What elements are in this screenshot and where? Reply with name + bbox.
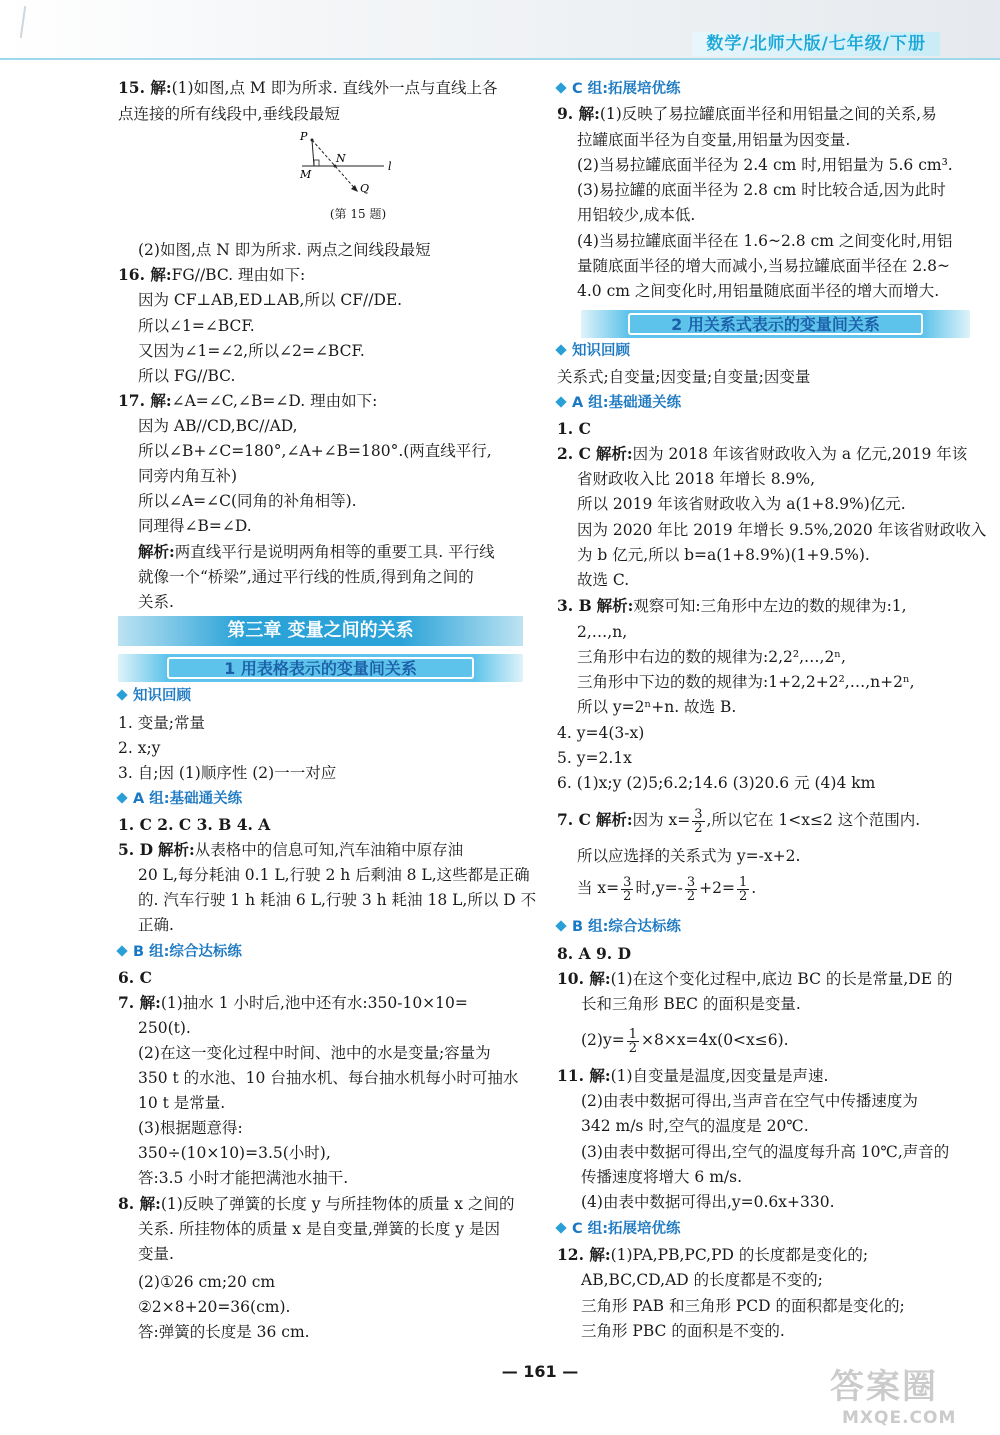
section-review-label: 知识回顾	[133, 688, 191, 704]
a2-text: 因为 2018 年该省财政收入为 a 亿元,2019 年该	[632, 445, 968, 463]
a7-text-a: 因为 x=	[632, 811, 691, 829]
a2-line6: 故选 C.	[577, 571, 630, 589]
q17-line6: 同理得∠B=∠D.	[138, 517, 252, 535]
q16-line1	[118, 265, 305, 285]
b11-line2: (2)由表中数据可得出,当声音在空气中传播速度为	[581, 1092, 918, 1110]
a5-right: 5. y=2.1x	[557, 749, 632, 767]
b11-line5: 传播速度将增大 6 m/s.	[581, 1168, 743, 1186]
fraction-3-2	[685, 876, 697, 903]
section-review-label: 知识回顾	[572, 343, 630, 359]
a7-line3	[577, 874, 756, 903]
a3-line1	[557, 596, 907, 616]
c12-line4: 三角形 PBC 的面积是不变的.	[581, 1322, 785, 1340]
section-c-label: C 组:拓展培优练	[572, 1221, 681, 1237]
book-title: 数学/北师大版/七年级/下册	[692, 32, 940, 56]
a2-label: 2. C	[557, 444, 591, 463]
b8-line6: 答:弹簧的长度是 36 cm.	[138, 1323, 310, 1341]
a5-text: 从表格中的信息可知,汽车油箱中原存油	[194, 841, 464, 859]
review-3: 3. 自;因 (1)顺序性 (2)一一对应	[118, 764, 337, 782]
a5-line3: 的. 汽车行驶 1 h 耗油 6 L,行驶 3 h 耗油 18 L,所以 D 不	[138, 891, 537, 909]
b10-formula-b: ×8×x=4x(0<x≤6).	[640, 1031, 789, 1049]
b7-line2: 250(t).	[138, 1019, 191, 1037]
q17-line3: 所以∠B+∠C=180°,∠A+∠B=180°.(两直线平行,	[138, 442, 492, 460]
c9-text: (1)反映了易拉罐底面半径和用铝量之间的关系,易	[599, 105, 937, 123]
diamond-icon	[116, 689, 127, 700]
c9-line4: (3)易拉罐的底面半径为 2.8 cm 时比较合适,因为此时	[577, 181, 946, 199]
a5-line1	[118, 840, 463, 860]
section-a-label: A 组:基础通关练	[133, 791, 243, 807]
b7-line3: (2)在这一变化过程中时间、池中的水是变量;容量为	[138, 1044, 491, 1062]
a7-text-b: ,所以它在 1<x≤2 这个范围内.	[706, 811, 921, 829]
b10-line2: 长和三角形 BEC 的面积是变量.	[581, 995, 801, 1013]
b10-formula-a: (2)y=	[581, 1031, 625, 1049]
q15-line2: 点连接的所有线段中,垂线段最短	[118, 105, 340, 123]
c9-line3: (2)当易拉罐底面半径为 2.4 cm 时,用铝量为 5.6 cm³.	[577, 156, 953, 174]
section-b-right	[557, 916, 681, 938]
analysis-label: 解析:	[157, 840, 195, 859]
a3-line5: 所以 y=2ⁿ+n. 故选 B.	[577, 698, 737, 716]
b7-line6: (3)根据题意得:	[138, 1119, 243, 1137]
a3-label: 3. B	[557, 596, 592, 615]
b8-label: 8. 解:	[118, 1194, 161, 1213]
denominator: 2	[738, 888, 748, 904]
a3-text: 观察可知:三角形中左边的数的规律为:1,	[633, 597, 907, 615]
c9-line7: 量随底面半径的增大而减小,当易拉罐底面半径在 2.8~	[577, 257, 950, 275]
section-review-left	[118, 685, 191, 707]
b11-line3: 342 m/s 时,空气的温度是 20℃.	[581, 1117, 809, 1135]
b8-line1	[118, 1194, 514, 1214]
b8-line2: 关系. 所挂物体的质量 x 是自变量,弹簧的长度 y 是因	[138, 1220, 500, 1238]
a7-end: .	[751, 879, 757, 897]
c12-line2: AB,BC,CD,AD 的长度都是不变的;	[581, 1271, 823, 1289]
b10-line3	[581, 1026, 789, 1055]
section-c-right-top	[557, 78, 681, 100]
c9-line8: 4.0 cm 之间变化时,用铝量随底面半径的增大而增大.	[577, 282, 940, 300]
label-l: l	[388, 160, 392, 173]
q15-line3: (2)如图,点 N 即为所求. 两点之间线段最短	[138, 241, 431, 259]
label-m: M	[300, 168, 312, 181]
numerator: 3	[694, 806, 703, 822]
diamond-icon	[555, 920, 566, 931]
denominator: 2	[623, 888, 632, 904]
b8-9-right: 8. A 9. D	[557, 944, 632, 963]
label-p: P	[300, 130, 308, 143]
c9-line5: 用铝较少,成本低.	[577, 206, 696, 224]
a2-line4: 因为 2020 年比 2019 年增长 9.5%,2020 年该省财政收入	[577, 521, 987, 539]
c12-text: (1)PA,PB,PC,PD 的长度都是变化的;	[610, 1246, 869, 1264]
section-a-right	[557, 392, 681, 414]
c12-line3: 三角形 PAB 和三角形 PCD 的面积都是变化的;	[581, 1297, 905, 1315]
analysis-label: 解析:	[596, 596, 634, 615]
c12-label: 12. 解:	[557, 1245, 611, 1264]
fraction-3-2	[621, 876, 633, 903]
section-a-left	[118, 788, 242, 810]
a-answers-1-4: 1. C 2. C 3. B 4. A	[118, 815, 271, 834]
lesson1-banner	[118, 654, 523, 682]
b8-text: (1)反映了弹簧的长度 y 与所挂物体的质量 x 之间的	[160, 1195, 515, 1213]
fraction-1-2	[627, 1028, 639, 1055]
watermark-text-cn: 答案圈	[830, 1367, 938, 1407]
lesson2-banner	[581, 310, 970, 338]
figure-caption: (第 15 题)	[329, 207, 387, 221]
diamond-icon	[555, 1222, 566, 1233]
q17-line8: 就像一个“桥梁”,通过平行线的性质,得到角之间的	[138, 568, 474, 586]
a5-line2: 20 L,每分耗油 0.1 L,行驶 2 h 后剩油 8 L,这些都是正确	[138, 866, 530, 884]
analysis-label: 解析:	[595, 444, 633, 463]
a5-label: 5. D	[118, 840, 154, 859]
q17-line2: 因为 AB//CD,BC//AD,	[138, 417, 298, 435]
b7-line7: 350÷(10×10)=3.5(小时),	[138, 1144, 331, 1162]
q16-line2: 因为 CF⊥AB,ED⊥AB,所以 CF//DE.	[138, 291, 403, 309]
b11-line1	[557, 1066, 828, 1086]
section-b-label: B 组:综合达标练	[572, 919, 681, 935]
a7-plus: +2=	[699, 879, 735, 897]
a6-right: 6. (1)x;y (2)5;6.2;14.6 (3)20.6 元 (4)4 km	[557, 774, 876, 792]
a7-line1	[557, 806, 920, 835]
numerator: 3	[686, 874, 696, 890]
a7-then: 时,y=-	[635, 879, 683, 897]
lesson1-title: 1 用表格表示的变量间关系	[167, 657, 475, 679]
b11-text: (1)自变量是温度,因变量是声速.	[610, 1067, 829, 1085]
analysis-label: 解析:	[138, 542, 175, 561]
c12-line1	[557, 1245, 868, 1265]
q15-label: 15. 解:	[118, 78, 172, 97]
q15-text: (1)如图,点 M 即为所求. 直线外一点与直线上各	[171, 79, 498, 97]
a2-line2: 省财政收入比 2018 年增长 8.9%,	[577, 470, 816, 488]
a7-line2: 所以应选择的关系式为 y=-x+2.	[577, 847, 801, 865]
c9-line2: 拉罐底面半径为自变量,用铝量为因变量.	[577, 131, 851, 149]
b8-line5: ②2×8+20=36(cm).	[138, 1298, 291, 1316]
a3-line4: 三角形中下边的数的规律为:1+2,2+2²,…,n+2ⁿ,	[577, 673, 915, 691]
page-number: — 161 —	[501, 1362, 579, 1381]
b10-label: 10. 解:	[557, 969, 611, 988]
b7-line5: 10 t 是常量.	[138, 1094, 226, 1112]
b8-line4: (2)①26 cm;20 cm	[138, 1273, 276, 1291]
a7-label: 7. C	[557, 810, 591, 829]
c9-label: 9. 解:	[557, 104, 600, 123]
chapter-title: 第三章 变量之间的关系	[118, 616, 523, 646]
fraction-3-2	[692, 808, 704, 835]
figure-q15	[298, 130, 498, 240]
b7-label: 7. 解:	[118, 993, 161, 1012]
section-b-left	[118, 941, 242, 963]
numerator: 1	[628, 1026, 637, 1042]
diamond-icon	[555, 344, 566, 355]
b7-line4: 350 t 的水池、10 台抽水机、每台抽水机每小时可抽水	[138, 1069, 519, 1087]
b7-line8: 答:3.5 小时才能把满池水抽干.	[138, 1169, 349, 1187]
section-b-label: B 组:综合达标练	[133, 944, 242, 960]
a2-line1	[557, 444, 967, 464]
a2-line5: 为 b 亿元,所以 b=a(1+8.9%)(1+9.5%).	[577, 546, 870, 564]
analysis-label: 解析:	[595, 810, 633, 829]
q17-line5: 所以∠A=∠C(同角的补角相等).	[138, 492, 357, 510]
q16-line5: 所以 FG//BC.	[138, 367, 236, 385]
b7-line1	[118, 993, 468, 1013]
b7-text: (1)抽水 1 小时后,池中还有水:350-10×10=	[160, 994, 468, 1012]
q16-line4: 又因为∠1=∠2,所以∠2=∠BCF.	[138, 342, 365, 360]
diamond-icon	[555, 82, 566, 93]
a4-right: 4. y=4(3-x)	[557, 724, 645, 742]
q17-line4: 同旁内角互补)	[138, 467, 238, 485]
label-n: N	[336, 152, 346, 165]
c9-line6: (4)当易拉罐底面半径在 1.6~2.8 cm 之间变化时,用铝	[577, 232, 953, 250]
q16-label: 16. 解:	[118, 265, 172, 284]
c9-line1	[557, 104, 937, 124]
diamond-icon	[116, 792, 127, 803]
q17-text: ∠A=∠C,∠B=∠D. 理由如下:	[171, 392, 378, 410]
q17-line7	[138, 542, 495, 562]
diamond-icon	[555, 396, 566, 407]
b10-text: (1)在这个变化过程中,底边 BC 的长是常量,DE 的	[610, 970, 953, 988]
lesson2-title: 2 用关系式表示的变量间关系	[628, 313, 924, 335]
perpendicular-diagram	[298, 130, 418, 210]
q17-line1	[118, 391, 377, 411]
b8-line3: 变量.	[138, 1245, 174, 1263]
b11-line4: (3)由表中数据可得出,空气的温度每升高 10℃,声音的	[581, 1143, 950, 1161]
q17-label: 17. 解:	[118, 391, 172, 410]
header-divider	[0, 58, 1000, 60]
watermark-text-en: MXQE.COM	[842, 1408, 957, 1428]
b11-line6: (4)由表中数据可得出,y=0.6x+330.	[581, 1193, 835, 1211]
denominator: 2	[694, 820, 703, 836]
q16-text: FG//BC. 理由如下:	[171, 266, 306, 284]
label-q: Q	[360, 182, 370, 195]
review-2: 2. x;y	[118, 739, 161, 757]
q17-line9: 关系.	[138, 593, 174, 611]
a3-line3: 三角形中右边的数的规律为:2,2²,…,2ⁿ,	[577, 648, 846, 666]
q16-line3: 所以∠1=∠BCF.	[138, 317, 255, 335]
diamond-icon	[116, 945, 127, 956]
a1-right: 1. C	[557, 419, 591, 438]
b6: 6. C	[118, 968, 152, 987]
review-relation: 关系式;自变量;因变量;自变量;因变量	[557, 368, 811, 386]
q15-line1	[118, 78, 498, 98]
section-c-right-bottom	[557, 1218, 681, 1240]
q17-analysis-text: 两直线平行是说明两角相等的重要工具. 平行线	[174, 543, 495, 561]
a2-line3: 所以 2019 年该省财政收入为 a(1+8.9%)亿元.	[577, 495, 906, 513]
watermark-logo	[820, 1367, 990, 1432]
numerator: 3	[623, 874, 632, 890]
b11-label: 11. 解:	[557, 1066, 611, 1085]
fraction-1-2	[737, 876, 749, 903]
b10-line1	[557, 969, 952, 989]
section-review-right	[557, 340, 630, 362]
section-c-label: C 组:拓展培优练	[572, 81, 681, 97]
a5-line4: 正确.	[138, 916, 174, 934]
denominator: 2	[628, 1040, 637, 1056]
numerator: 1	[738, 874, 748, 890]
a7-when: 当 x=	[577, 879, 620, 897]
section-a-label: A 组:基础通关练	[572, 395, 682, 411]
a3-line2: 2,…,n,	[577, 623, 628, 641]
denominator: 2	[686, 888, 696, 904]
review-1: 1. 变量;常量	[118, 714, 205, 732]
